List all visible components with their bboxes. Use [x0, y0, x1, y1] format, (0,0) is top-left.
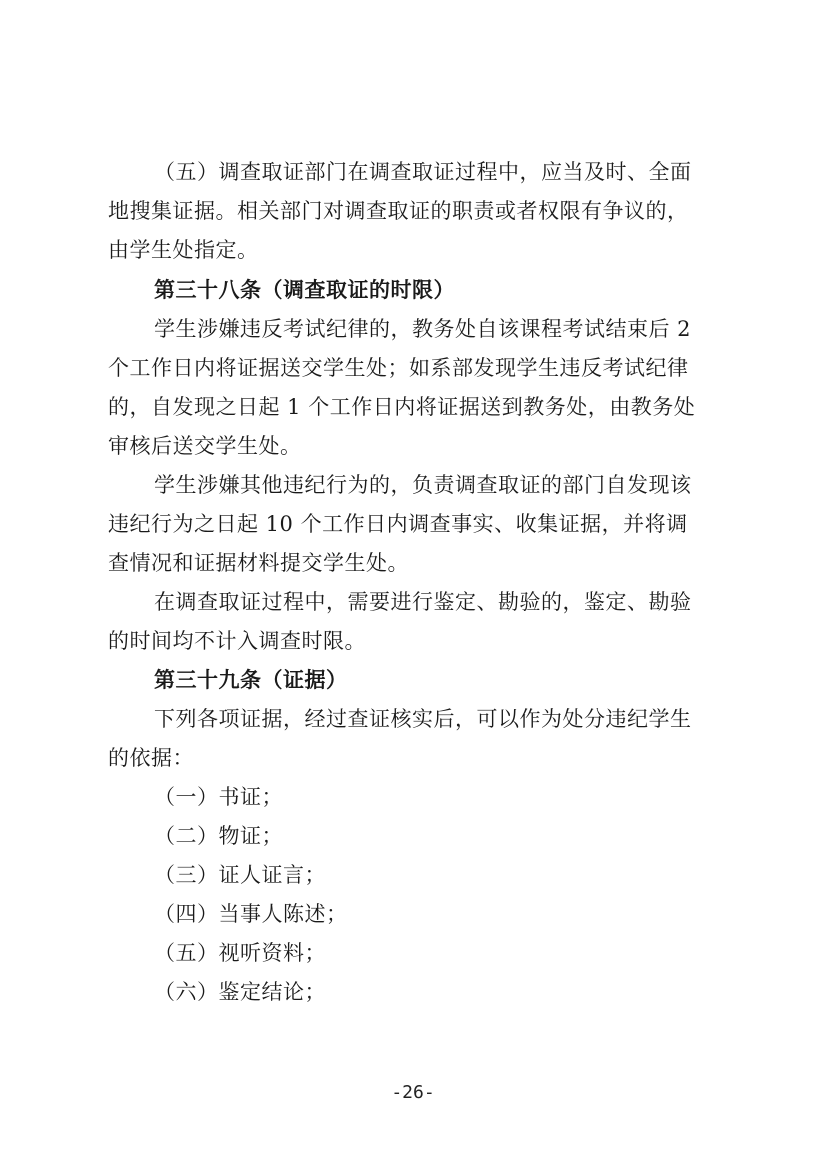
paragraph-line: 的依据：	[108, 746, 194, 770]
paragraph-line: 违纪行为之日起 10 个工作日内调查事实、收集证据，并将调	[108, 512, 688, 536]
paragraph-line: 的时间均不计入调查时限。	[108, 629, 366, 653]
paragraph-line: 审核后送交学生处。	[108, 434, 302, 458]
evidence-list-item: （三）证人证言；	[154, 863, 326, 887]
paragraph-line: 下列各项证据，经过查证核实后，可以作为处分违纪学生	[154, 707, 692, 731]
article-39-heading: 第三十九条（证据）	[154, 667, 348, 692]
paragraph-line: 个工作日内将证据送交学生处；如系部发现学生违反考试纪律	[108, 356, 689, 380]
paragraph-line: 在调查取证过程中，需要进行鉴定、勘验的，鉴定、勘验	[154, 590, 692, 614]
evidence-list-item: （五）视听资料；	[154, 941, 326, 965]
evidence-list-item: （六）鉴定结论；	[154, 980, 326, 1004]
article-38-heading: 第三十八条（调查取证的时限）	[154, 277, 455, 302]
paragraph-line: 学生涉嫌其他违纪行为的，负责调查取证的部门自发现该	[154, 473, 692, 497]
paragraph-line: 学生涉嫌违反考试纪律的，教务处自该课程考试结束后 2	[154, 317, 692, 341]
paragraph-line: 地搜集证据。相关部门对调查取证的职责或者权限有争议的，	[108, 199, 689, 223]
evidence-list-item: （一）书证；	[154, 785, 283, 809]
evidence-list-item: （二）物证；	[154, 824, 283, 848]
paragraph-line: 由学生处指定。	[108, 238, 259, 262]
paragraph-line: 的，自发现之日起 1 个工作日内将证据送到教务处，由教务处	[108, 395, 696, 419]
evidence-list-item: （四）当事人陈述；	[154, 902, 348, 926]
paragraph-line: （五）调查取证部门在调查取证过程中，应当及时、全面	[154, 160, 692, 184]
paragraph-line: 查情况和证据材料提交学生处。	[108, 551, 409, 575]
page-number: -26-	[391, 1082, 435, 1103]
